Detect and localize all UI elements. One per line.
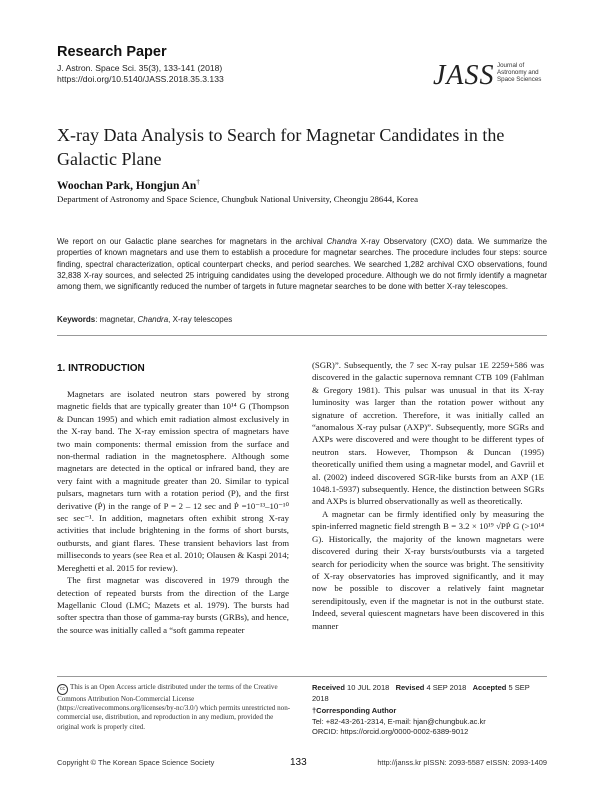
journal-logo bbox=[433, 60, 543, 100]
left-column bbox=[57, 388, 289, 636]
license-text: This is an Open Access article distributed under the terms of the Creative Commons Attribution Non-Commercial License (https://creativecommons.org/licenses/by-nc/3.0/) which permits unrestricted non-commercial use, distribution, and reproduction in any medium, provided the original work is properly cited. bbox=[57, 683, 291, 731]
accepted-label: Accepted bbox=[472, 683, 507, 692]
authors bbox=[57, 178, 200, 192]
received-date: 10 JUL 2018 bbox=[347, 683, 390, 692]
license-notice bbox=[57, 683, 292, 732]
logo-line-1: Journal of bbox=[497, 62, 525, 69]
paragraph: A magnetar can be firmly identified only by measuring the spin-inferred magnetic field strength B = 3.2 × 10¹⁹ √PṖ G (>10¹⁴ G). Historically, the majority of the known magnetars were discovered during their X-ray bursts/outbursts via a targeted search for periodicity when the source was bright. The sensitivity of X-ray observatories has improved significantly, and it may now be possible to discover a relatively faint magnetar serendipitously, even if the magnetar is not in the outburst state. Indeed, several quiescent magnetars have been discovered in this manner bbox=[312, 508, 544, 631]
paper-title: X-ray Data Analysis to Search for Magnetar Candidates in the Galactic Plane bbox=[57, 125, 505, 169]
abstract bbox=[57, 236, 547, 292]
abstract-text-post: X-ray Observatory (CXO) data. We summarize the properties of known magnetars and use them to establish a procedure for magnetar searches. The procedure includes four steps: source finding, spectral characterization, optical counterpart checks, and period searches. We searched 1,282 archival CXO observations, found 32,838 X-ray sources, and selected 25 intriguing candidates using the developed procedure. Although we do not firmly identify a magnetar among them, we significantly reduced the number of targets in future magnetar searches to be done with better X-ray telescopes. bbox=[57, 237, 547, 292]
creative-commons-icon: cc bbox=[57, 684, 68, 695]
article-history bbox=[312, 683, 547, 738]
journal-issn: http://janss.kr pISSN: 2093-5587 eISSN: 2093-1409 bbox=[377, 758, 547, 767]
page-number: 133 bbox=[290, 757, 307, 768]
keywords-label: Keywords bbox=[57, 315, 96, 324]
logo-line-3: Space Sciences bbox=[497, 76, 542, 83]
journal-header bbox=[57, 44, 224, 85]
abstract-text-pre: We report on our Galactic plane searches for magnetars in the archival bbox=[57, 237, 327, 246]
affiliation: Department of Astronomy and Space Science, Chungbuk National University, Cheongju 28644, Korea bbox=[57, 194, 419, 204]
orcid[interactable]: ORCID: https://orcid.org/0000-0002-6389-9012 bbox=[312, 727, 469, 736]
paragraph: The first magnetar was discovered in 1979 through the detection of repeated bursts from the direction of the Large Magellanic Cloud (LMC; Mazets et al. 1979). The bursts had softer spectra than those of gamma-ray bursts (GRBs), and hence, the source was initially called a “soft gamma repeater bbox=[57, 575, 289, 635]
abstract-italic: Chandra bbox=[326, 237, 357, 246]
copyright: Copyright © The Korean Space Science Society bbox=[57, 758, 215, 767]
footnote-divider bbox=[57, 676, 547, 677]
keywords-post: , X-ray telescopes bbox=[168, 315, 233, 324]
right-column bbox=[312, 359, 544, 632]
keywords bbox=[57, 315, 232, 324]
contact-info[interactable]: Tel: +82-43-261-2314, E-mail: hjan@chungbuk.ac.kr bbox=[312, 716, 486, 726]
doi-link[interactable]: https://doi.org/10.5140/JASS.2018.35.3.133 bbox=[57, 74, 224, 84]
revised-date: 4 SEP 2018 bbox=[426, 683, 467, 692]
revised-label: Revised bbox=[395, 683, 425, 692]
paragraph: Magnetars are isolated neutron stars powered by strong magnetic fields that are typically greater than 10¹⁴ G (Thompson & Duncan 1995) and which emit radiation almost exclusively in the X-ray band. The X-ray emission spectra of magnetars have two main components: thermal emission from the surface and non-thermal radiation in the magnetosphere. Although some magnetars are detected in the optical or infrared band, they are very faint with a magnitude greater than 20. Similar to typical pulsars, magnetars turn with a rotation period (P), and the first derivative (Ṗ) in the range of P = 2 – 12 sec and Ṗ =10⁻¹³–10⁻¹⁰ sec sec⁻¹. In addition, magnetars often exhibit strong X-ray activities that include brightening in the forms of short bursts, outbursts, and giant flares. These transient behaviors last from milliseconds to years (see Rea et al. 2010; Olausen & Kaspi 2014; Mereghetti et al. 2015 for review). bbox=[57, 389, 289, 573]
section-heading: 1. INTRODUCTION bbox=[57, 363, 145, 374]
received-label: Received bbox=[312, 683, 345, 692]
divider bbox=[57, 335, 547, 336]
article-type-label: Research Paper bbox=[57, 44, 167, 60]
paragraph: (SGR)”. Subsequently, the 7 sec X-ray pulsar 1E 2259+586 was discovered in the galactic supernova remnant CTB 109 (Fahlman & Gregory 1981). This pulsar was unusual in that its X-ray luminosity was larger than the rotation power without any signature of accretion. Therefore, it was initially called an “anomalous X-ray pulsar (AXP)”. Subsequently, more SGRs and AXPs were discovered and were thought to be different types of neutron stars. However, Thompson & Duncan (1995) theoretically unified them using a magnetar model, and Gavriil et al. (2002) indeed discovered SGR-like bursts from an AXP (1E 1048.1-5937) subsequently. Hence, the distinction between SGRs and AXPs is blurred observationally as well as theoretically. bbox=[312, 360, 544, 507]
dates-line bbox=[312, 683, 547, 704]
corresponding-mark: † bbox=[196, 178, 200, 186]
citation: J. Astron. Space Sci. 35(3), 133-141 (2018) bbox=[57, 63, 223, 73]
logo-line-2: Astronomy and bbox=[497, 69, 539, 76]
keywords-pre: : magnetar, bbox=[95, 315, 138, 324]
author-names: Woochan Park, Hongjun An bbox=[57, 179, 197, 192]
logo-text bbox=[497, 62, 541, 83]
keywords-italic: Chandra bbox=[137, 315, 169, 324]
accepted-date: 5 SEP 2018 bbox=[312, 683, 530, 703]
corresponding-author-label: †Corresponding Author bbox=[312, 706, 397, 715]
logo-mark: JASS bbox=[433, 60, 495, 91]
